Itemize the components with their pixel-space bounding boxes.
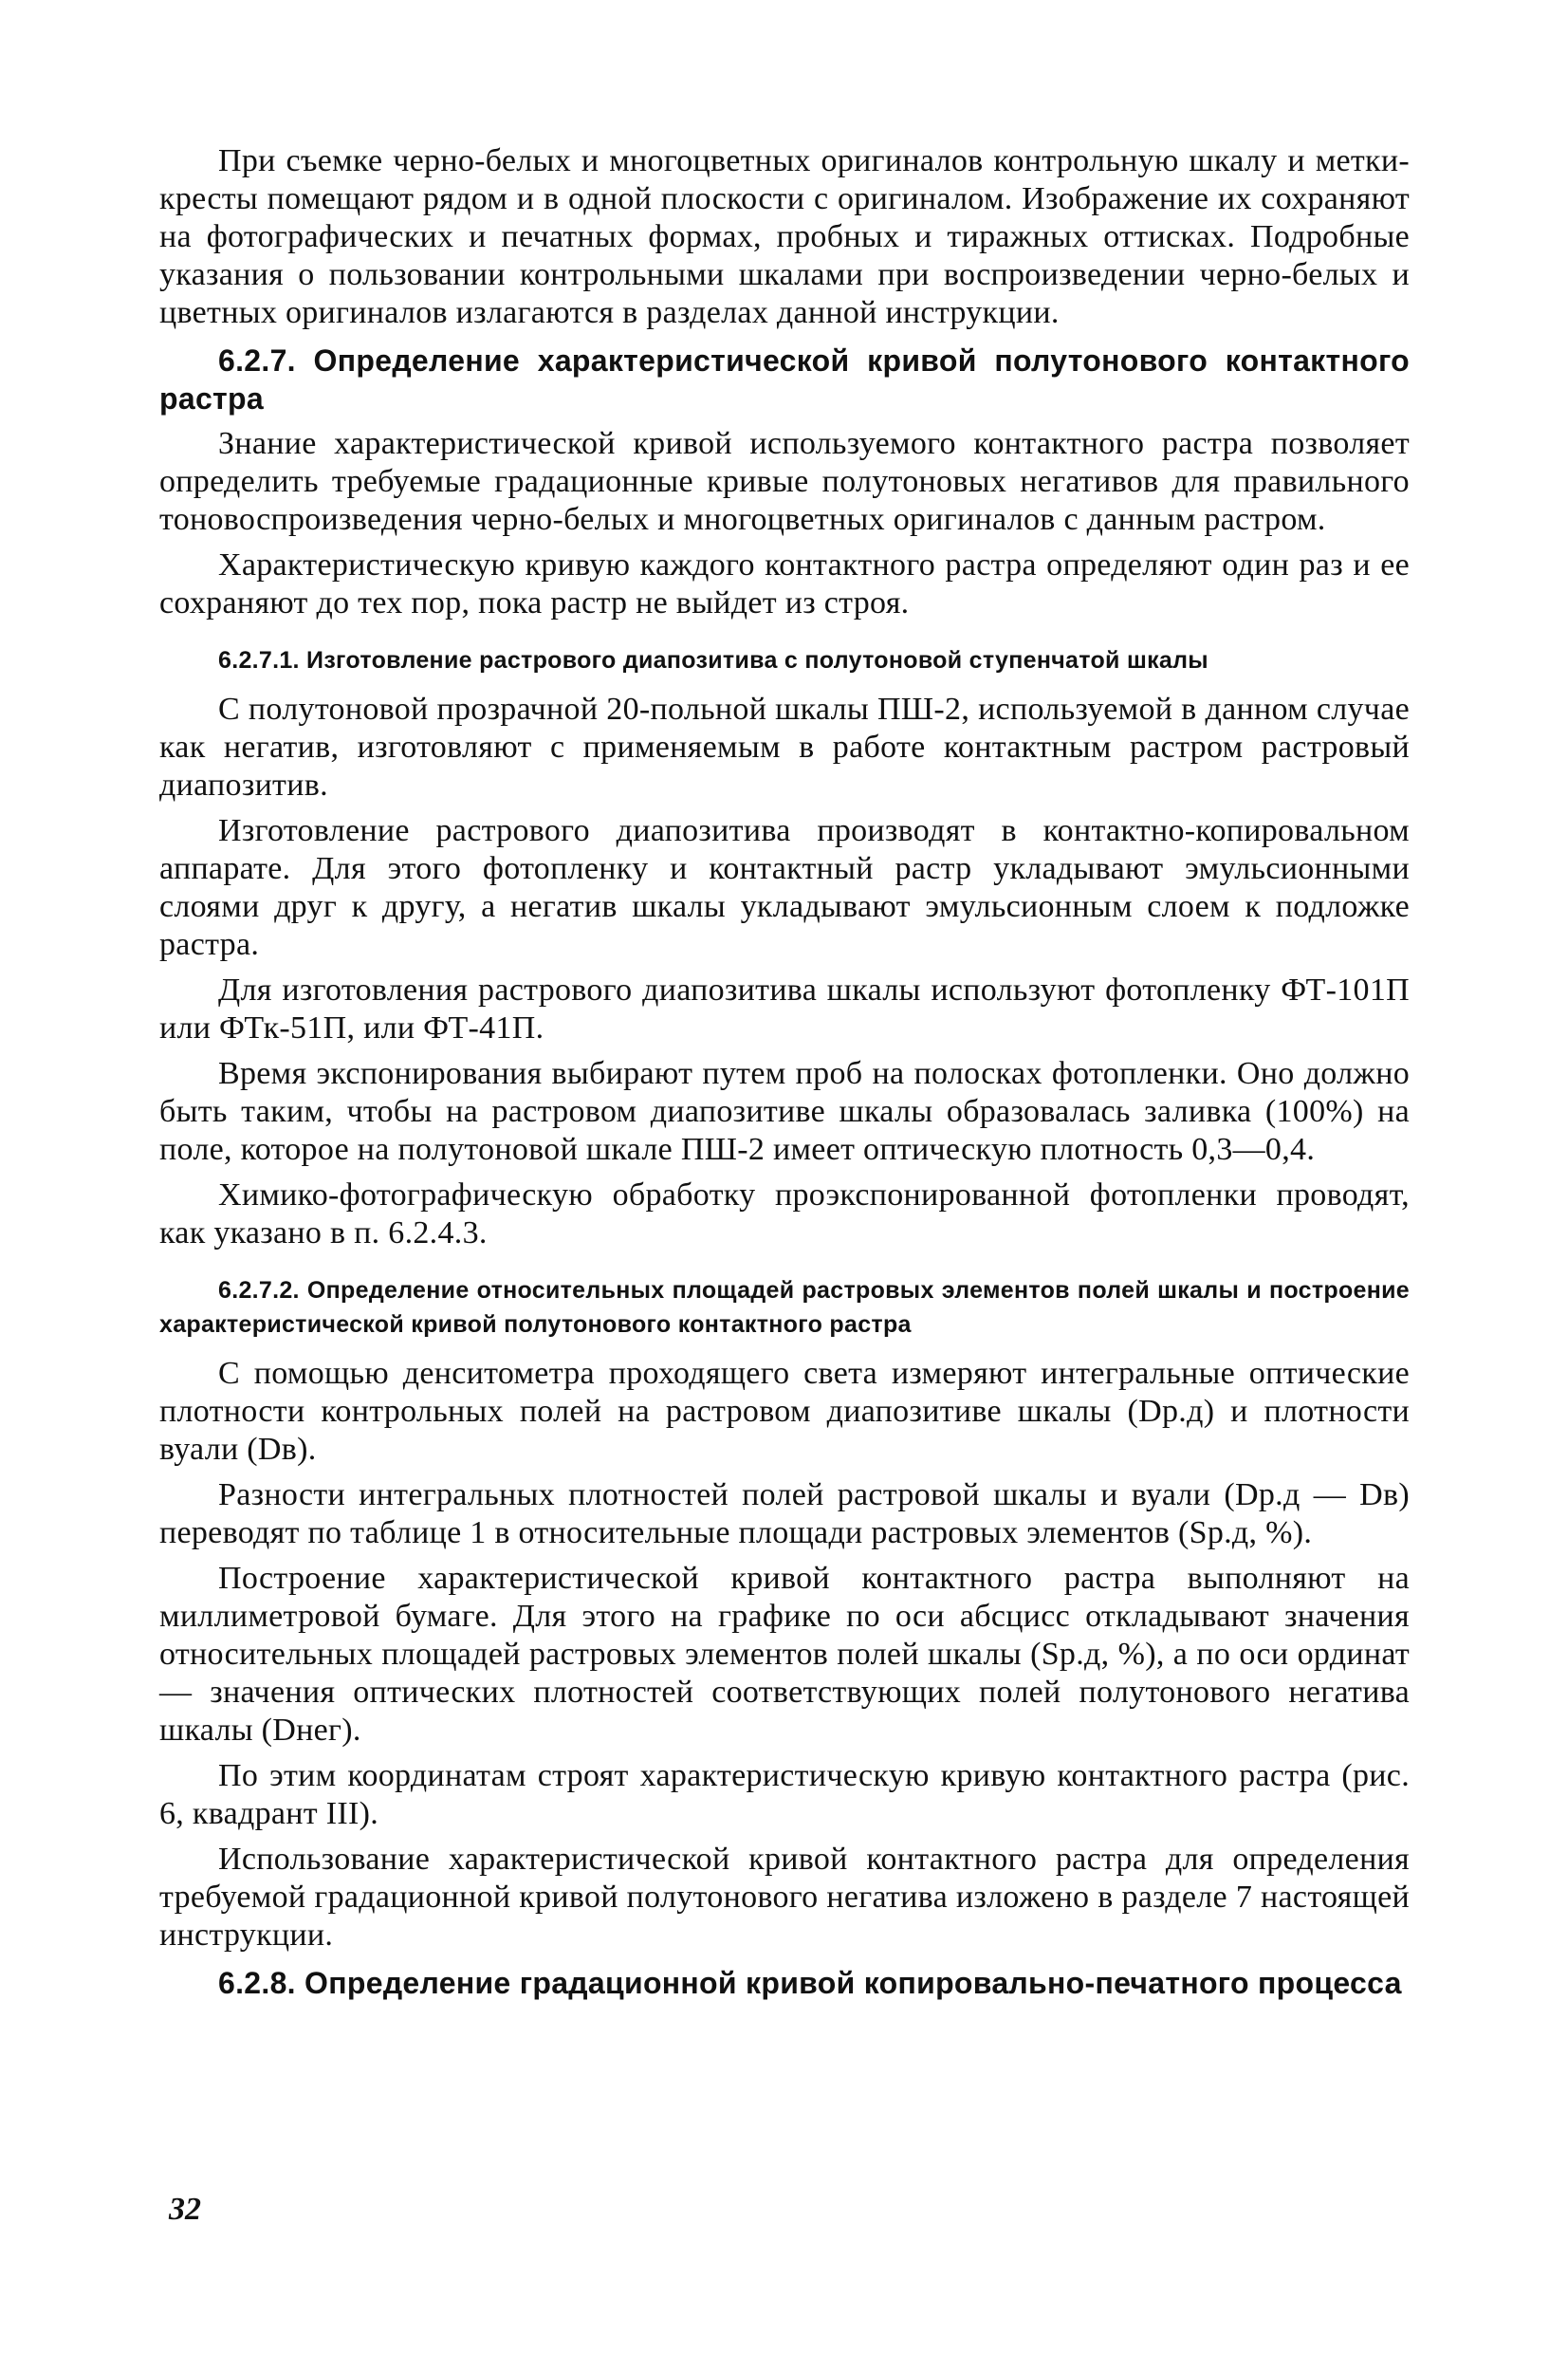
paragraph-characteristic-curve-knowledge: Знание характеристической кривой используемого контактного растра позволяет определить требуемые градационные кривые полутоновых негативов для правильного тоновоспроизведения черно-белых и многоцветных оригиналов с данным растром. xyxy=(159,426,1410,537)
paragraph-control-scale: При съемке черно-белых и многоцветных оригиналов контрольную шкалу и метки-кресты помещают рядом и в одной плоскости с оригиналом. Изображение их сохраняют на фотографических и печатных формах, пробных и тиражных оттисках. Подробные указания о пользовании контрольными шкалами при воспроизведении черно-белых и цветных оригиналов излагаются в разделах данной инструкции. xyxy=(159,143,1410,330)
paragraph-density-differences: Разности интегральных плотностей полей растровой шкалы и вуали (Dр.д — Dв) переводят по таблице 1 в относительные площади растровых элементов (Sр.д, %). xyxy=(159,1477,1410,1550)
paragraph-coordinates: По этим координатам строят характеристическую кривую контактного растра (рис. 6, квадрант III). xyxy=(159,1758,1410,1831)
heading-6-2-7: 6.2.7. Определение характеристической кривой полутонового контактного растра xyxy=(159,343,1410,416)
page-body xyxy=(159,142,1410,2010)
paragraph-chemical-processing: Химико-фотографическую обработку проэкспонированной фотопленки проводят, как указано в п. 6.2.4.3. xyxy=(159,1177,1410,1251)
paragraph-curve-usage: Использование характеристической кривой контактного растра для определения требуемой градационной кривой полутонового негатива изложено в разделе 7 настоящей инструкции. xyxy=(159,1842,1410,1953)
paragraph-contact-copying: Изготовление растрового диапозитива производят в контактно-копировальном аппарате. Для этого фотопленку и контактный растр укладывают эмульсионными слоями друг к другу, а негатив шкалы укладывают эмульсионным слоем к подложке растра. xyxy=(159,813,1410,962)
heading-6-2-8: 6.2.8. Определение градационной кривой копировально-печатного процесса xyxy=(218,1966,1402,2000)
paragraph-curve-determined-once: Характеристическую кривую каждого контактного растра определяют один раз и ее сохраняют до тех пор, пока растр не выйдет из строя. xyxy=(159,547,1410,621)
paragraph-exposure-time: Время экспонирования выбирают путем проб на полосках фотопленки. Оно должно быть таким, чтобы на растровом диапозитиве шкалы образовалась заливка (100%) на поле, которое на полутоновой шкале ПШ-2 имеет оптическую плотность 0,3—0,4. xyxy=(159,1056,1410,1167)
heading-6-2-7-2: 6.2.7.2. Определение относительных площадей растровых элементов полей шкалы и построение характеристической кривой полутонового контактного растра xyxy=(159,1277,1410,1338)
paragraph-densitometer: С помощью денситометра проходящего света измеряют интегральные оптические плотности контрольных полей на растровом диапозитиве шкалы (Dр.д) и плотности вуали (Dв). xyxy=(159,1356,1410,1467)
paragraph-film-types: Для изготовления растрового диапозитива шкалы используют фотопленку ФТ-101П или ФТк-51П, или ФТ-41П. xyxy=(159,973,1410,1046)
page-number: 32 xyxy=(169,2192,201,2227)
paragraph-graph-construction: Построение характеристической кривой контактного растра выполняют на миллиметровой бумаге. Для этого на графике по оси абсцисс откладывают значения относительных площадей растровых элементов полей шкалы (Sр.д, %), а по оси ординат — значения оптических плотностей соответствующих полей полутонового негатива шкалы (Dнег). xyxy=(159,1561,1410,1748)
paragraph-halftone-scale: С полутоновой прозрачной 20-польной шкалы ПШ-2, используемой в данном случае как негатив, изготовляют с применяемым в работе контактным растром растровый диапозитив. xyxy=(159,692,1410,803)
heading-6-2-7-1: 6.2.7.1. Изготовление растрового диапозитива с полутоновой ступенчатой шкалы xyxy=(218,647,1208,674)
